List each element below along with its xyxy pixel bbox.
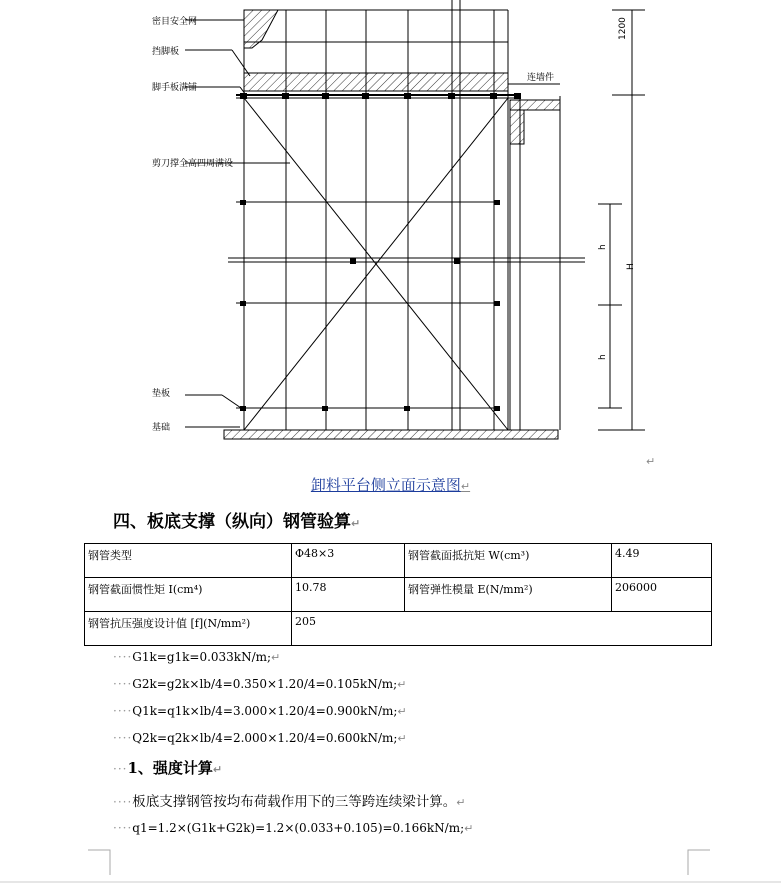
table-cell: 钢管截面惯性矩 I(cm⁴) <box>85 578 292 612</box>
label-pad: 垫板 <box>152 389 171 399</box>
label-foundation: 基础 <box>152 423 171 433</box>
formula-q1: ····q1=1.2×(G1k+G2k)=1.2×(0.033+0.105)=0.166kN/m;↵ <box>113 821 474 835</box>
return-mark: ↵ <box>460 480 471 493</box>
label-safety-net: 密目安全网 <box>152 17 198 27</box>
table-cell: Φ48×3 <box>292 544 405 578</box>
section-heading: 四、板底支撑（纵向）钢管验算↵ <box>113 512 361 532</box>
table-cell: 钢管类型 <box>85 544 292 578</box>
figure-caption <box>0 474 781 495</box>
foundation-hatch <box>224 430 558 439</box>
table-cell: 10.78 <box>292 578 405 612</box>
label-tie: 连墙件 <box>527 73 555 83</box>
dimension-H: H <box>626 263 636 270</box>
label-toe-board: 挡脚板 <box>152 47 180 57</box>
table-row <box>85 544 712 578</box>
table-cell: 206000 <box>612 578 712 612</box>
table-cell: 钢管截面抵抗矩 W(cm³) <box>405 544 612 578</box>
formula-q2k: ····Q2k=q2k×lb/4=2.000×1.20/4=0.600kN/m;↵ <box>113 731 407 745</box>
dimension-1200: 1200 <box>618 17 628 40</box>
formula-g2k: ····G2k=g2k×lb/4=0.350×1.20/4=0.105kN/m;↵ <box>113 677 407 691</box>
steel-pipe-parameter-table <box>84 543 712 646</box>
label-scissor-brace: 剪刀撑全高四周满设 <box>152 159 234 169</box>
formula-q1k: ····Q1k=q1k×lb/4=3.000×1.20/4=0.900kN/m;↵ <box>113 704 407 718</box>
table-cell: 4.49 <box>612 544 712 578</box>
table-cell: 205 <box>292 612 712 646</box>
subheading-strength-calc: ···1、强度计算↵ <box>113 759 223 777</box>
table-row <box>85 578 712 612</box>
return-mark: ↵ <box>646 455 656 468</box>
figure-caption-text: 卸料平台侧立面示意图 <box>310 476 461 494</box>
return-mark: ↵ <box>351 517 361 530</box>
formula-g1k: ····G1k=g1k=0.033kN/m;↵ <box>113 650 281 664</box>
table-row <box>85 612 712 646</box>
toe-board-hatch <box>244 73 508 91</box>
clamp-markers <box>240 93 521 411</box>
paragraph-beam-description: ····板底支撑钢管按均布荷载作用下的三等跨连续梁计算。↵ <box>113 794 466 810</box>
dimension-h-lower: h <box>598 354 608 360</box>
page-corner-marks <box>0 840 781 883</box>
table-cell: 钢管抗压强度设计值 [f](N/mm²) <box>85 612 292 646</box>
label-scaffold-board: 脚手板满铺 <box>152 83 198 93</box>
table-cell: 钢管弹性模量 E(N/mm²) <box>405 578 612 612</box>
dimension-h-upper: h <box>598 244 608 250</box>
